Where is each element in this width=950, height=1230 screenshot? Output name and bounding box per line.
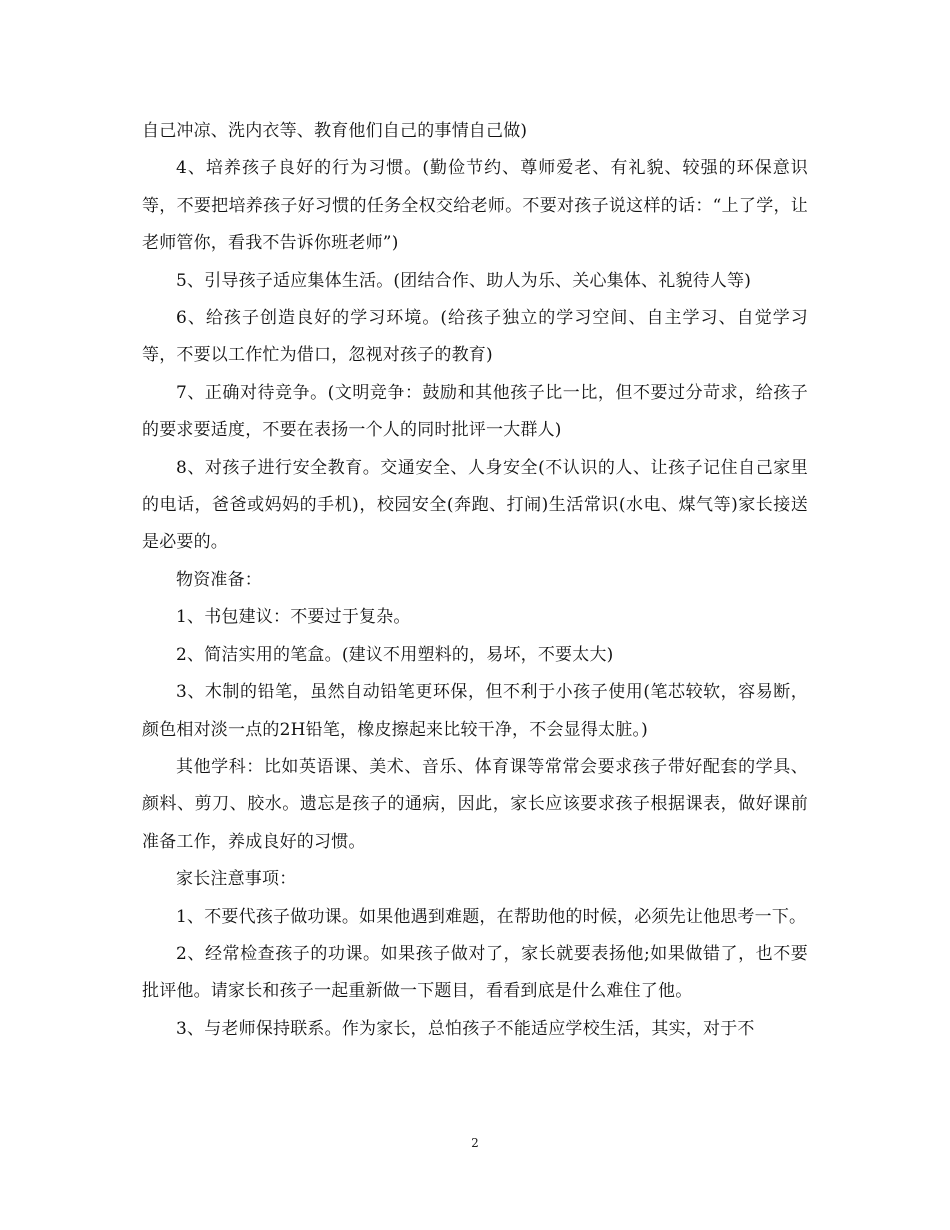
page-number: 2 — [471, 1136, 479, 1150]
paragraph: 2、简洁实用的笔盒。(建议不用塑料的，易坏，不要太大) — [176, 644, 614, 665]
paragraph: 1、不要代孩子做功课。如果他遇到难题，在帮助他的时候，必须先让他思考一下。 — [176, 906, 807, 927]
paragraph: 6、给孩子创造良好的学习环境。(给孩子独立的学习空间、自主学习、自觉学习等，不要以工作忙为借口，忽视对孩子的教育) — [142, 308, 808, 366]
paragraph: 2、经常检查孩子的功课。如果孩子做对了，家长就要表扬他;如果做错了，也不要批评他。请家长和孩子一起重新做一下题目，看看到底是什么难住了他。 — [142, 943, 808, 1002]
paragraph: 4、培养孩子良好的行为习惯。(勤俭节约、尊师爱老、有礼貌、较强的环保意识等，不要把培养孩子好习惯的任务全权交给老师。不要对孩子说这样的话：“上了学，让老师管你，看我不告诉你班老师”) — [142, 158, 808, 254]
document-body — [142, 113, 808, 1048]
paragraph: 3、与老师保持联系。作为家长，总怕孩子不能适应学校生活，其实，对于不 — [176, 1018, 755, 1039]
paragraph: 7、正确对待竞争。(文明竞争：鼓励和其他孩子比一比，但不要过分苛求，给孩子的要求要适度，不要在表扬一个人的同时批评一大群人) — [142, 382, 808, 441]
paragraph: 5、引导孩子适应集体生活。(团结合作、助人为乐、关心集体、礼貌待人等) — [176, 270, 752, 291]
paragraph: 其他学科：比如英语课、美术、音乐、体育课等常常会要求孩子带好配套的学具、颜料、剪刀、胶水。遗忘是孩子的通病，因此，家长应该要求孩子根据课表，做好课前准备工作，养成良好的习惯。 — [142, 756, 808, 852]
paragraph: 3、木制的铅笔，虽然自动铅笔更环保，但不利于小孩子使用(笔芯较软，容易断，颜色相对淡一点的2H铅笔，橡皮擦起来比较干净，不会显得太脏。) — [142, 682, 808, 740]
paragraph: 1、书包建议：不要过于复杂。 — [176, 607, 411, 628]
section-heading: 物资准备： — [176, 569, 262, 590]
paragraph: 8、对孩子进行安全教育。交通安全、人身安全(不认识的人、让孩子记住自己家里的电话，爸爸或妈妈的手机)，校园安全(奔跑、打闹)生活常识(水电、煤气等)家长接送是必要的。 — [142, 457, 808, 553]
section-heading: 家长注意事项： — [176, 869, 297, 890]
paragraph: 自己冲凉、洗内衣等、教育他们自己的事情自己做) — [142, 121, 528, 141]
